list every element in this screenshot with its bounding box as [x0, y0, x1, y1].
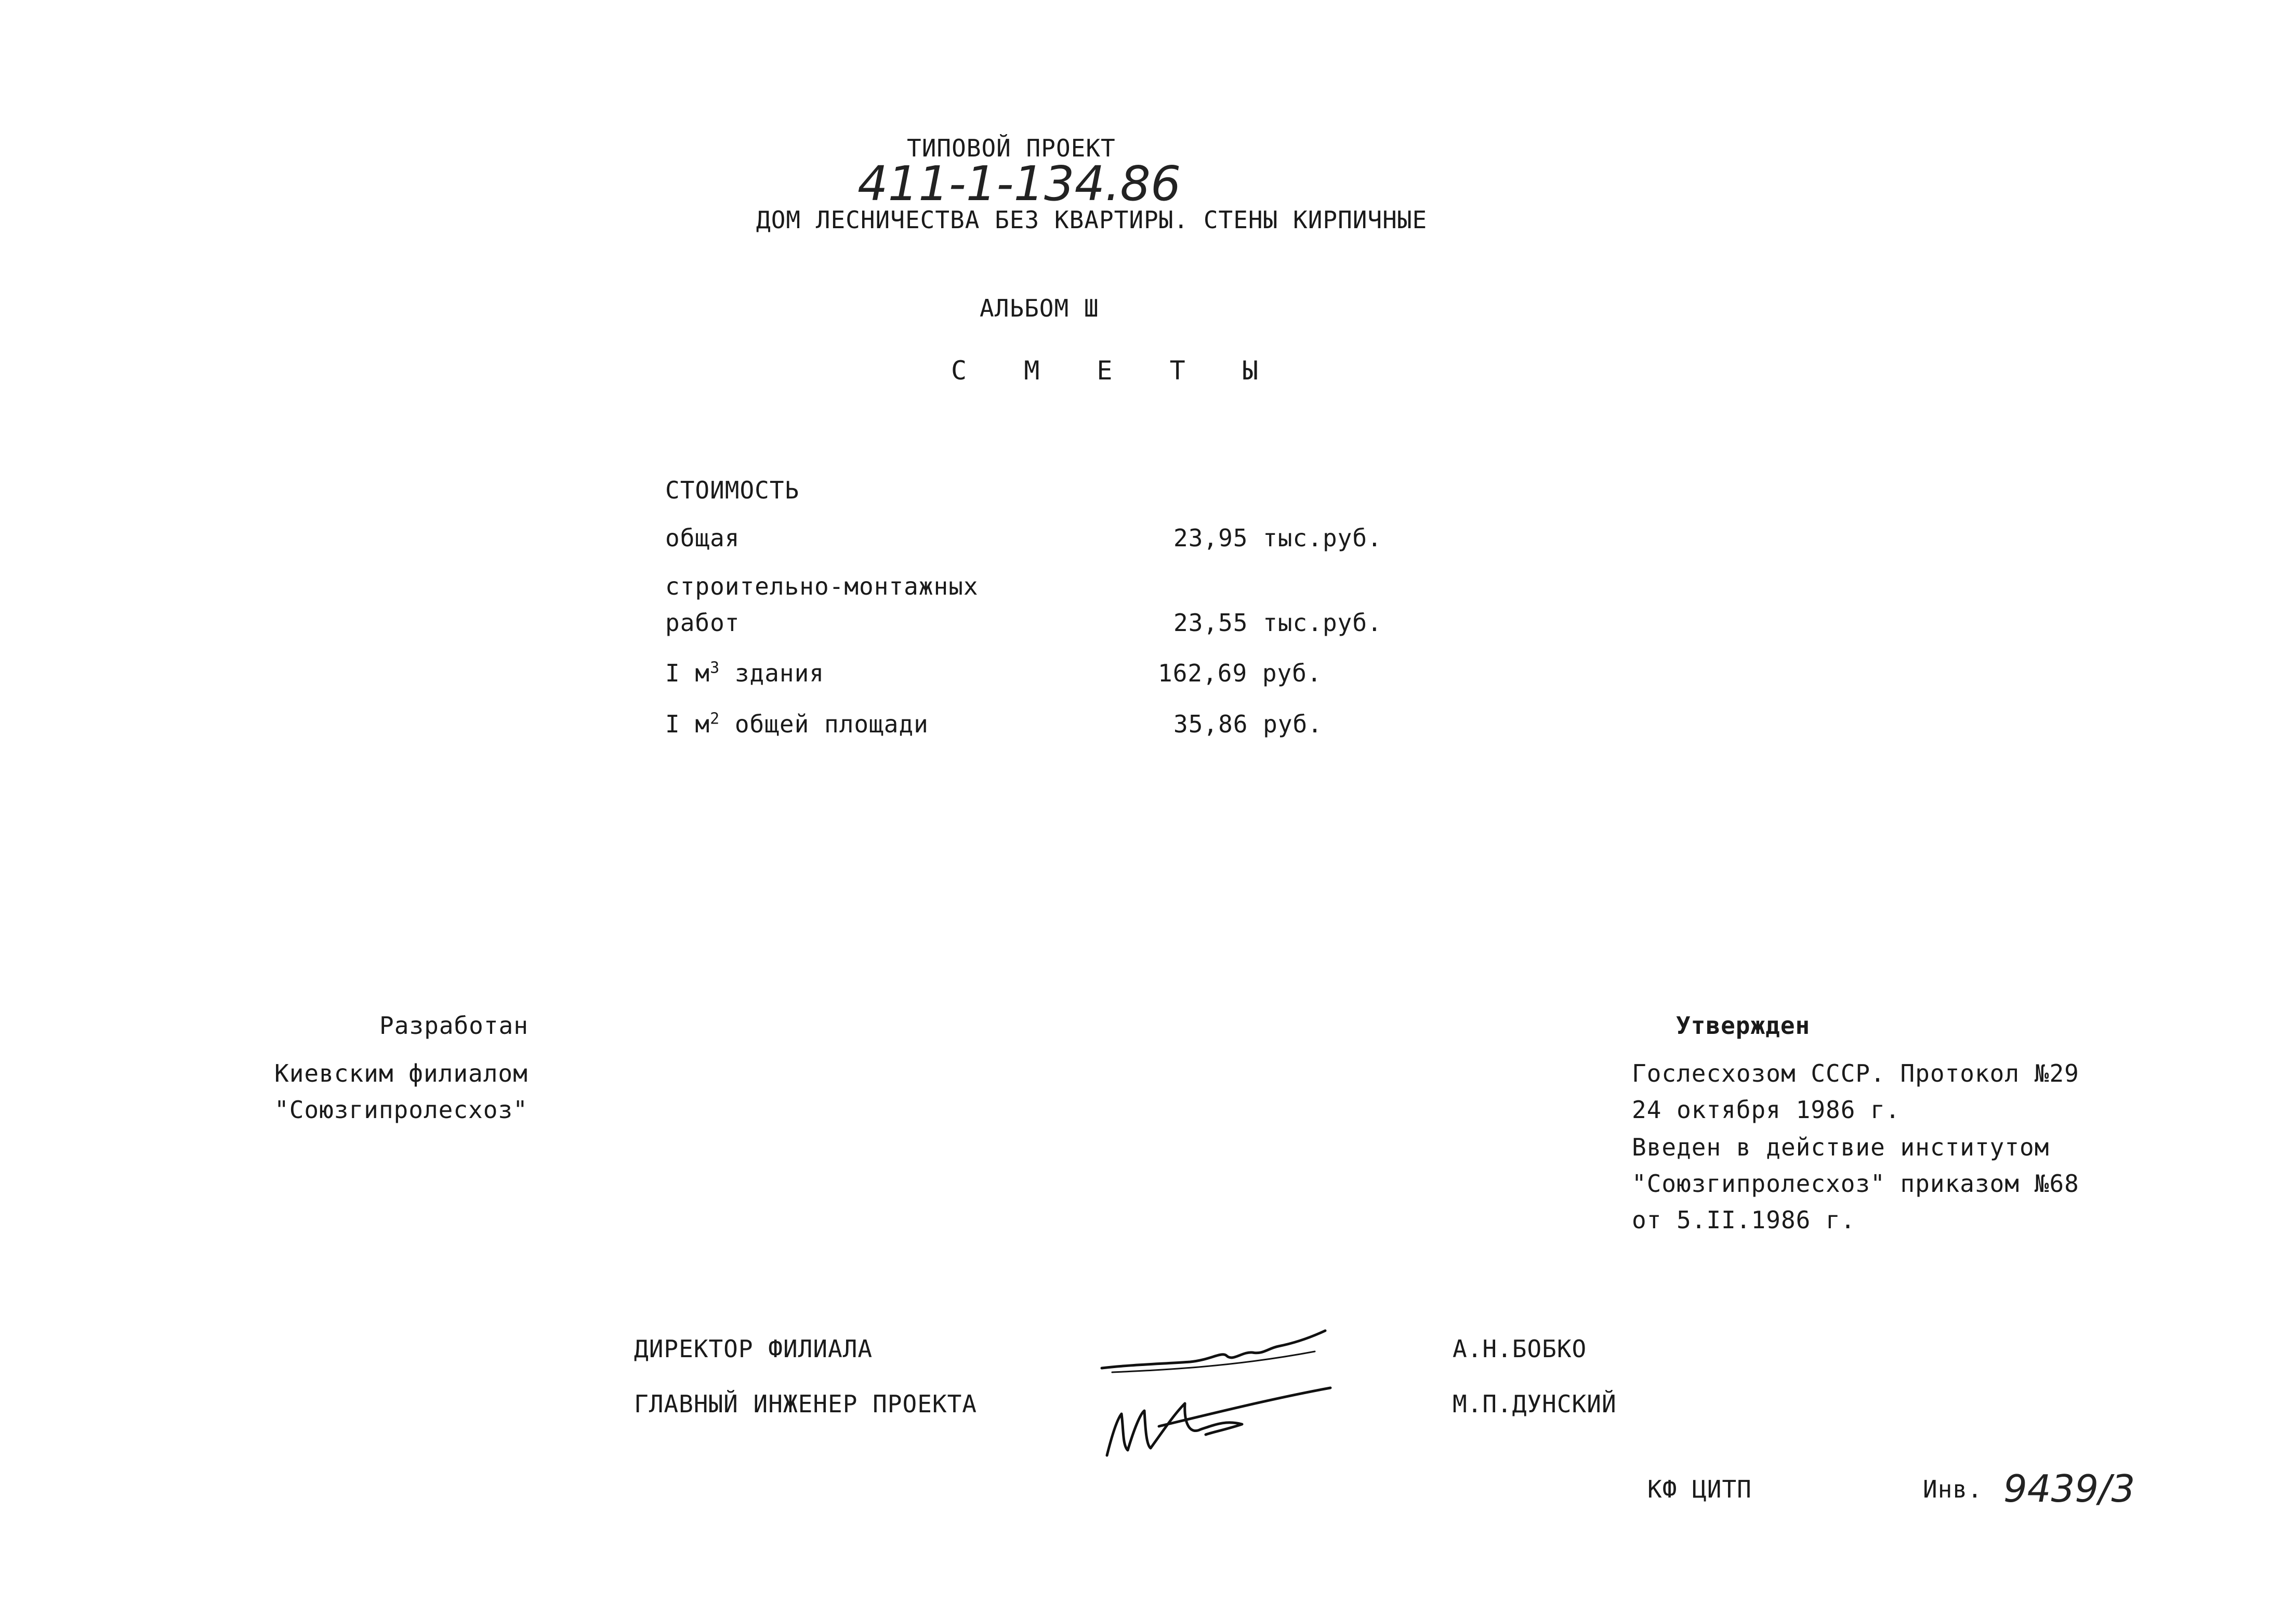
cost-construction-label-1: строительно-монтажных	[665, 572, 979, 600]
project-number: 411-1-134.86	[857, 156, 1181, 212]
cost-per-m3-value: 162,69 руб.	[1158, 659, 1322, 687]
director-title: ДИРЕКТОР ФИЛИАЛА	[634, 1335, 873, 1363]
approved-line-2: 24 октября 1986 г.	[1632, 1096, 1901, 1124]
footer-org: КФ ЦИТП	[1647, 1475, 1752, 1503]
footer-inv-number: 9439/3	[2003, 1467, 2135, 1511]
approved-line-5: от 5.II.1986 г.	[1632, 1206, 1856, 1234]
approved-line-3: Введен в действие институтом	[1632, 1133, 2050, 1161]
developed-heading: Разработан	[379, 1012, 529, 1040]
building-title: ДОМ ЛЕСНИЧЕСТВА БЕЗ КВАРТИРЫ. СТЕНЫ КИРПИЧНЫЕ	[756, 206, 1428, 234]
developed-line-1: Киевским филиалом	[274, 1059, 528, 1087]
chief-engineer-title: ГЛАВНЫЙ ИНЖЕНЕР ПРОЕКТА	[634, 1390, 977, 1418]
cost-heading: СТОИМОСТЬ	[665, 476, 800, 504]
cost-per-m3-label: I $м^3$ здания	[665, 659, 825, 687]
cost-construction-label-2: работ	[665, 609, 740, 637]
approved-line-1: Гослесхозом СССР. Протокол №29	[1632, 1059, 2079, 1087]
cost-construction-value: 23,55 тыс.руб.	[1173, 609, 1382, 637]
section-title: С М Е Т Ы	[951, 356, 1279, 386]
typical-project-label: ТИПОВОЙ ПРОЕКТ	[907, 134, 1116, 162]
cost-total-label: общая	[665, 524, 740, 552]
cost-per-m2-label: I $м^2$ общей площади	[665, 710, 929, 738]
footer-inv-label: Инв.	[1923, 1475, 1983, 1503]
approved-heading: Утвержден	[1676, 1012, 1811, 1040]
chief-engineer-signature	[1097, 1372, 1336, 1466]
cost-total-value: 23,95 тыс.руб.	[1173, 524, 1382, 552]
developed-line-2: "Союзгипролесхоз"	[274, 1096, 528, 1124]
chief-engineer-name: М.П.ДУНСКИЙ	[1453, 1390, 1617, 1418]
approved-line-4: "Союзгипролесхоз" приказом №68	[1632, 1170, 2079, 1198]
album-label: АЛЬБОМ Ш	[980, 294, 1099, 322]
cost-per-m2-value: 35,86 руб.	[1173, 710, 1323, 738]
director-name: А.Н.БОБКО	[1453, 1335, 1587, 1363]
